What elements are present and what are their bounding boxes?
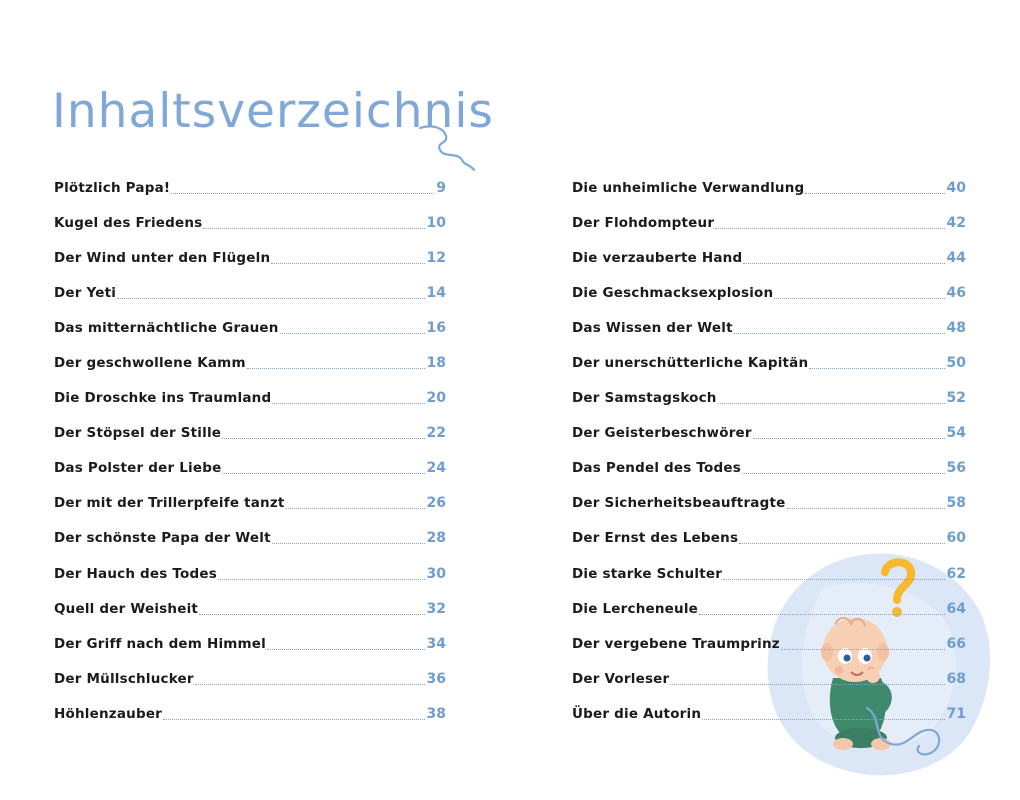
toc-entry-title: Der Vorleser <box>572 670 670 687</box>
toc-entry[interactable] <box>572 451 966 486</box>
toc-entry-page-number: 16 <box>426 319 446 336</box>
toc-entry[interactable] <box>54 275 446 310</box>
toc-entry-page-number: 12 <box>426 249 446 266</box>
toc-entry-title: Der Stöpsel der Stille <box>54 425 222 442</box>
toc-entry-title: Die Lercheneule <box>572 600 699 617</box>
toc-entry-title: Die unheimliche Verwandlung <box>572 179 805 196</box>
toc-entry-page-number: 20 <box>426 390 446 407</box>
dot-leader <box>272 402 424 404</box>
toc-entry-page-number: 46 <box>946 284 966 301</box>
toc-entry-page-number: 30 <box>426 565 446 582</box>
dot-leader <box>699 613 944 615</box>
toc-entry-page-number: 66 <box>946 635 966 652</box>
toc-entry-title: Der vergebene Traumprinz <box>572 635 780 652</box>
dot-leader <box>117 297 424 299</box>
toc-entry-page-number: 44 <box>946 249 966 266</box>
toc-entry[interactable] <box>572 170 966 205</box>
toc-entry-title: Der Samstagskoch <box>572 390 717 407</box>
toc-entry-title: Die starke Schulter <box>572 565 723 582</box>
toc-entry[interactable] <box>572 626 966 661</box>
toc-entry-page-number: 28 <box>426 530 446 547</box>
toc-entry-page-number: 48 <box>946 319 966 336</box>
dot-leader <box>267 648 425 650</box>
toc-entry-page-number: 34 <box>426 635 446 652</box>
toc-entry-page-number: 58 <box>946 495 966 512</box>
toc-entry[interactable] <box>572 345 966 380</box>
dot-leader <box>739 542 944 544</box>
toc-entry[interactable] <box>572 661 966 696</box>
toc-entry-page-number: 18 <box>426 355 446 372</box>
toc-entry[interactable] <box>54 310 446 345</box>
toc-entry-title: Der Hauch des Todes <box>54 565 217 582</box>
toc-entry-title: Das mitternächtliche Grauen <box>54 319 279 336</box>
dot-leader <box>171 192 434 194</box>
dot-leader <box>286 507 425 509</box>
toc-entry-page-number: 26 <box>426 495 446 512</box>
toc-list-right <box>572 170 966 732</box>
toc-entry[interactable] <box>54 170 446 205</box>
dot-leader <box>222 437 424 439</box>
toc-entry-page-number: 10 <box>426 214 446 231</box>
toc-entry-page-number: 50 <box>946 355 966 372</box>
toc-entry[interactable] <box>572 240 966 275</box>
toc-entry[interactable] <box>572 521 966 556</box>
toc-entry[interactable] <box>572 205 966 240</box>
toc-title: Inhaltsverzeichnis <box>52 84 494 139</box>
toc-entry-title: Der Wind unter den Flügeln <box>54 249 271 266</box>
toc-entry-page-number: 54 <box>946 425 966 442</box>
toc-entry[interactable] <box>54 696 446 731</box>
toc-entry[interactable] <box>54 486 446 521</box>
toc-entry[interactable] <box>54 381 446 416</box>
toc-entry-title: Der Flohdompteur <box>572 214 715 231</box>
toc-entry-page-number: 52 <box>946 390 966 407</box>
toc-entry-title: Das Wissen der Welt <box>572 319 733 336</box>
toc-entry-page-number: 64 <box>946 600 966 617</box>
toc-entry-title: Der mit der Trillerpfeife tanzt <box>54 495 285 512</box>
toc-entry-page-number: 42 <box>946 214 966 231</box>
toc-list-left <box>54 170 446 732</box>
toc-entry[interactable] <box>572 556 966 591</box>
toc-entry-title: Der Ernst des Lebens <box>572 530 739 547</box>
dot-leader <box>163 718 424 720</box>
dot-leader <box>742 472 945 474</box>
toc-entry[interactable] <box>54 661 446 696</box>
toc-entry-title: Der Griff nach dem Himmel <box>54 635 266 652</box>
dot-leader <box>280 332 425 334</box>
toc-entry-page-number: 36 <box>426 670 446 687</box>
toc-entry-page-number: 24 <box>426 460 446 477</box>
toc-entry[interactable] <box>54 205 446 240</box>
toc-entry-title: Über die Autorin <box>572 705 702 722</box>
toc-entry[interactable] <box>54 521 446 556</box>
toc-entry[interactable] <box>572 486 966 521</box>
dot-leader <box>787 507 945 509</box>
toc-entry-page-number: 71 <box>946 705 966 722</box>
dot-leader <box>774 297 944 299</box>
toc-entry-page-number: 56 <box>946 460 966 477</box>
toc-entry-title: Der Yeti <box>54 284 117 301</box>
toc-entry[interactable] <box>54 556 446 591</box>
dot-leader <box>781 648 945 650</box>
dot-leader <box>272 542 425 544</box>
toc-entry-title: Der geschwollene Kamm <box>54 355 246 372</box>
dot-leader <box>218 578 425 580</box>
title-squiggle <box>418 120 478 172</box>
toc-entry-title: Der Geisterbeschwörer <box>572 425 752 442</box>
toc-entry-page-number: 22 <box>426 425 446 442</box>
dot-leader <box>702 718 944 720</box>
dot-leader <box>753 437 945 439</box>
dot-leader <box>805 192 944 194</box>
toc-entry-title: Plötzlich Papa! <box>54 179 171 196</box>
toc-entry-title: Die Geschmacksexplosion <box>572 284 774 301</box>
dot-leader <box>718 402 945 404</box>
dot-leader <box>222 472 424 474</box>
toc-entry-page-number: 32 <box>426 600 446 617</box>
dot-leader <box>271 262 424 264</box>
toc-entry[interactable] <box>572 381 966 416</box>
toc-entry-title: Der Sicherheitsbeauftragte <box>572 495 786 512</box>
toc-entry-title: Das Pendel des Todes <box>572 460 741 477</box>
toc-entry[interactable] <box>54 345 446 380</box>
right-page <box>510 0 1020 800</box>
toc-entry-page-number: 9 <box>436 179 446 196</box>
toc-entry[interactable] <box>54 240 446 275</box>
dot-leader <box>199 613 424 615</box>
toc-entry[interactable] <box>54 626 446 661</box>
toc-entry-page-number: 14 <box>426 284 446 301</box>
toc-entry-page-number: 62 <box>946 565 966 582</box>
dot-leader <box>723 578 944 580</box>
toc-entry[interactable] <box>572 591 966 626</box>
toc-entry[interactable] <box>572 275 966 310</box>
toc-entry-page-number: 60 <box>946 530 966 547</box>
dot-leader <box>670 683 944 685</box>
toc-entry[interactable] <box>572 416 966 451</box>
toc-entry[interactable] <box>572 310 966 345</box>
dot-leader <box>247 367 425 369</box>
toc-entry[interactable] <box>54 451 446 486</box>
dot-leader <box>195 683 425 685</box>
dot-leader <box>715 227 944 229</box>
toc-entry[interactable] <box>572 696 966 731</box>
dot-leader <box>203 227 424 229</box>
toc-entry-title: Der Müllschlucker <box>54 670 194 687</box>
toc-entry-title: Kugel des Friedens <box>54 214 203 231</box>
toc-entry-title: Der unerschütterliche Kapitän <box>572 355 809 372</box>
toc-entry-page-number: 68 <box>946 670 966 687</box>
toc-entry-page-number: 40 <box>946 179 966 196</box>
toc-entry-title: Der schönste Papa der Welt <box>54 530 271 547</box>
dot-leader <box>743 262 944 264</box>
dot-leader <box>809 367 944 369</box>
toc-entry-title: Die Droschke ins Traumland <box>54 390 272 407</box>
toc-entry-title: Quell der Weisheit <box>54 600 199 617</box>
toc-entry-title: Höhlenzauber <box>54 705 163 722</box>
dot-leader <box>734 332 945 334</box>
toc-entry[interactable] <box>54 591 446 626</box>
toc-entry-page-number: 38 <box>426 705 446 722</box>
toc-entry-title: Das Polster der Liebe <box>54 460 222 477</box>
toc-entry-title: Die verzauberte Hand <box>572 249 743 266</box>
toc-entry[interactable] <box>54 416 446 451</box>
